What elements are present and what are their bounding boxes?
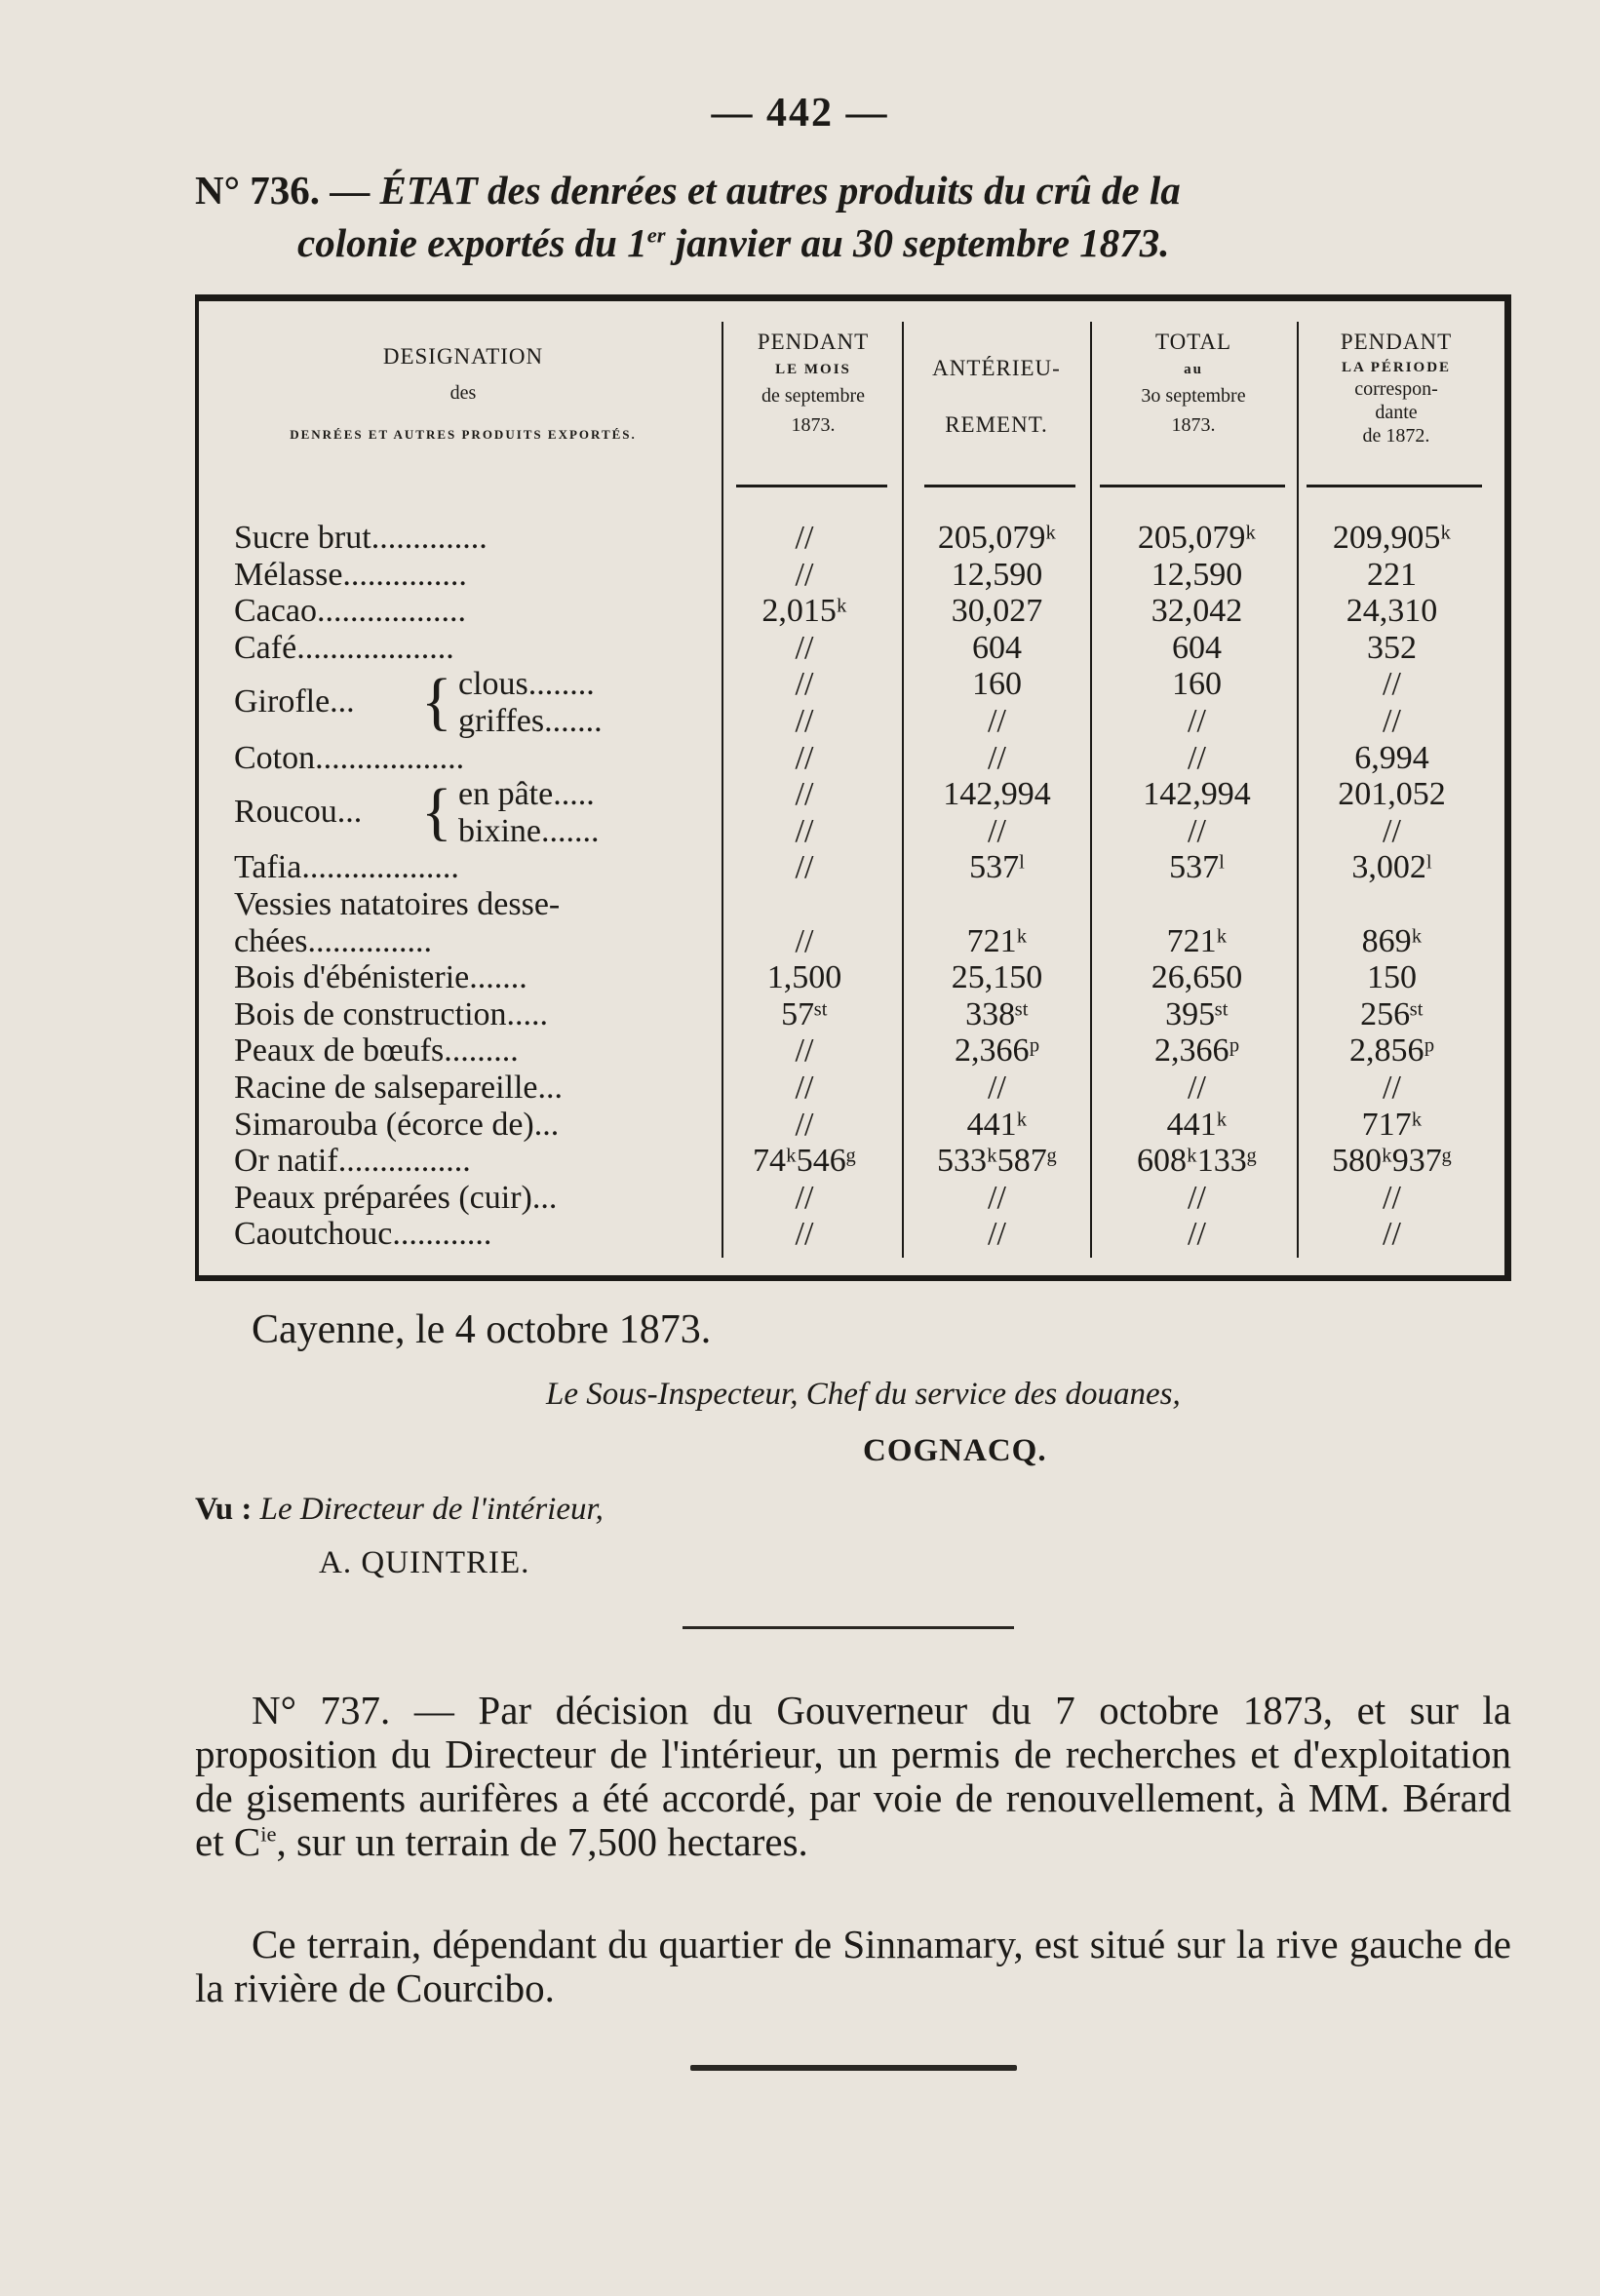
- title-line2: [195, 216, 1511, 269]
- row-value-c2: 30,027: [951, 593, 1043, 630]
- row-label-wrap: [234, 1107, 722, 1143]
- row-value-c4: 869ᵏ: [1361, 922, 1423, 959]
- row-leader-dots: ..............: [371, 520, 488, 556]
- visa-line: [195, 1492, 604, 1528]
- row-value-c1: 1,500: [766, 959, 842, 996]
- end-rule: [690, 2065, 1017, 2071]
- separator-rule: [683, 1626, 1014, 1629]
- row-value-c1: //: [795, 1216, 814, 1253]
- visa-role: Le Directeur de l'intérieur,: [259, 1492, 604, 1527]
- row-leader-dots: ...................: [301, 849, 459, 886]
- row-label-wrap: [234, 630, 722, 666]
- table-row: [0, 849, 1600, 885]
- row-value-c4: 256ˢᵗ: [1360, 995, 1424, 1032]
- row-value-c4: 6,994: [1354, 739, 1429, 776]
- row-value-c3: 608ᵏ133ᵍ: [1137, 1143, 1257, 1180]
- row-value-c2: //: [988, 1216, 1006, 1253]
- row-label: Racine de salsepareille: [234, 1070, 538, 1106]
- decision-text-end: , sur un terrain de 7,500 hectares.: [276, 1819, 808, 1864]
- row-label-wrap: [234, 1032, 722, 1069]
- row-label: Mélasse: [234, 556, 343, 593]
- row-sublabel: clous........: [458, 666, 595, 703]
- row-value-c3: //: [1188, 812, 1206, 849]
- row-value-c4: //: [1383, 1070, 1401, 1106]
- row-value-c1: //: [795, 922, 814, 959]
- row-value-c2: //: [988, 1070, 1006, 1106]
- row-value-c3: 26,650: [1151, 959, 1243, 996]
- row-label-wrap: [234, 959, 722, 995]
- row-value-c1: //: [795, 849, 814, 886]
- row-label: Peaux préparées (cuir): [234, 1179, 532, 1216]
- row-leader-dots: ..................: [315, 739, 465, 776]
- row-value-c1: //: [795, 1032, 814, 1070]
- row-sublabel: bixine.......: [458, 812, 600, 849]
- header-col3-line: TOTAL: [1154, 330, 1232, 354]
- header-col2-line: ANTÉRIEU-: [932, 356, 1061, 380]
- brace-glyph: {: [421, 666, 452, 738]
- header-rule: [924, 485, 1075, 487]
- row-value-c3: //: [1188, 1179, 1206, 1216]
- table-row: [0, 923, 1600, 959]
- header-col3-line: au: [1184, 362, 1203, 377]
- row-label-wrap: [234, 740, 722, 776]
- header-col4-line: correspon-: [1354, 378, 1438, 400]
- row-label: Tafia: [234, 849, 302, 886]
- table-row: [0, 740, 1600, 776]
- row-value-c4: //: [1383, 1179, 1401, 1216]
- header-col1-line: LE MOIS: [775, 362, 851, 377]
- row-value-c1: 74ᵏ546ᵍ: [753, 1143, 856, 1180]
- row-value-c3: 721ᵏ: [1166, 922, 1228, 959]
- header-col4-line: dante: [1375, 402, 1418, 423]
- table-row: [0, 630, 1600, 666]
- title-line2-post: janvier au 30 septembre 1873.: [665, 220, 1170, 265]
- row-label-wrap: [234, 1180, 722, 1216]
- row-value-c3: //: [1188, 739, 1206, 776]
- row-value-c4: //: [1383, 812, 1401, 849]
- row-value-c4: 209,905ᵏ: [1332, 520, 1452, 556]
- row-value-c3: 205,079ᵏ: [1137, 520, 1257, 556]
- row-label-wrap: [234, 849, 722, 885]
- row-value-c1: //: [795, 666, 814, 703]
- table-row: [0, 520, 1600, 556]
- row-value-c4: 580ᵏ937ᵍ: [1332, 1143, 1452, 1180]
- table-row: [0, 1032, 1600, 1069]
- row-label: Peaux de bœufs: [234, 1032, 445, 1070]
- row-sublabel: griffes.......: [458, 703, 603, 739]
- row-value-c2: 441ᵏ: [966, 1106, 1028, 1143]
- row-label: Bois d'ébénisterie: [234, 959, 470, 996]
- header-col2-line: REMENT.: [945, 412, 1048, 437]
- row-label: Cacao: [234, 593, 317, 630]
- row-label: Bois de construction: [234, 995, 507, 1032]
- header-col4-line: de 1872.: [1362, 425, 1430, 447]
- page-number: — 442 —: [711, 91, 889, 136]
- row-leader-dots: ............: [392, 1216, 492, 1253]
- header-col1-line: de septembre: [761, 385, 866, 407]
- row-value-c1: //: [795, 739, 814, 776]
- row-label-wrap: [234, 923, 722, 959]
- row-label: Or natif: [234, 1143, 338, 1180]
- header-col3-line: 3o septembre: [1141, 385, 1246, 407]
- row-value-c2: 721ᵏ: [966, 922, 1028, 959]
- row-label-wrap: [234, 886, 722, 922]
- row-value-c4: 717ᵏ: [1361, 1106, 1423, 1143]
- row-label: Caoutchouc: [234, 1216, 393, 1253]
- row-value-c2: //: [988, 739, 1006, 776]
- row-value-c3: 441ᵏ: [1166, 1106, 1228, 1143]
- row-value-c2: 2,366ᵖ: [954, 1032, 1040, 1070]
- row-value-c2: //: [988, 703, 1006, 739]
- header-col3: [1092, 327, 1295, 440]
- row-label-wrap: [234, 996, 722, 1032]
- row-leader-dots: ...............: [307, 922, 433, 959]
- row-value-c2: 537ˡ: [969, 849, 1025, 886]
- row-value-c3: 604: [1172, 629, 1222, 666]
- table-row: [0, 593, 1600, 629]
- table-row: [0, 557, 1600, 593]
- header-designation-line: DENRÉES ET AUTRES PRODUITS EXPORTÉS.: [290, 427, 637, 442]
- row-sublabel: en pâte.....: [458, 776, 595, 813]
- row-value-c2: 12,590: [951, 556, 1043, 593]
- header-col1-line: PENDANT: [757, 330, 870, 354]
- row-value-c2: 25,150: [951, 959, 1043, 996]
- row-value-c1: //: [795, 1179, 814, 1216]
- row-value-c4: 352: [1367, 629, 1417, 666]
- header-designation: [210, 341, 717, 447]
- row-value-c3: 160: [1172, 666, 1222, 703]
- header-rule: [736, 485, 887, 487]
- table-row: [0, 703, 1600, 739]
- row-label: Coton: [234, 739, 316, 776]
- row-label-wrap: [234, 1143, 722, 1179]
- row-value-c3: 537ˡ: [1169, 849, 1225, 886]
- decision-paragraph: [195, 1689, 1511, 1864]
- header-designation-line: des: [449, 382, 477, 404]
- table-row: [0, 1070, 1600, 1106]
- row-value-c1: //: [795, 776, 814, 813]
- header-col3-line: 1873.: [1171, 414, 1216, 436]
- row-value-c2: 205,079ᵏ: [937, 520, 1057, 556]
- row-label: Café: [234, 629, 297, 666]
- row-label: chées: [234, 922, 308, 959]
- row-label-wrap: [234, 593, 722, 629]
- row-leader-dots: .........: [444, 1032, 519, 1070]
- row-value-c2: 533ᵏ587ᵍ: [937, 1143, 1057, 1180]
- row-value-c4: 150: [1367, 959, 1417, 996]
- row-label-wrap: [234, 520, 722, 556]
- header-rule: [1100, 485, 1285, 487]
- header-col4: [1299, 327, 1494, 448]
- row-value-c3: 32,042: [1151, 593, 1243, 630]
- table-row: [0, 886, 1600, 922]
- row-value-c2: 338ˢᵗ: [965, 995, 1029, 1032]
- row-value-c2: 142,994: [943, 776, 1051, 813]
- row-leader-dots: ...: [537, 1070, 564, 1106]
- table-row: [0, 996, 1600, 1032]
- document-title: [195, 164, 1511, 269]
- signature-role: Le Sous-Inspecteur, Chef du service des douanes,: [546, 1377, 1181, 1412]
- decision-sup: ie: [260, 1821, 277, 1847]
- table-row: [0, 1107, 1600, 1143]
- row-label: Sucre brut: [234, 520, 371, 556]
- row-value-c2: 604: [972, 629, 1022, 666]
- row-leader-dots: ...: [531, 1179, 558, 1216]
- row-value-c3: 12,590: [1151, 556, 1243, 593]
- row-value-c2: //: [988, 1179, 1006, 1216]
- header-col1: [726, 327, 900, 440]
- row-value-c1: //: [795, 556, 814, 593]
- row-leader-dots: ..................: [316, 593, 466, 630]
- row-value-c3: //: [1188, 1070, 1206, 1106]
- signature-name: COGNACQ.: [863, 1433, 1047, 1468]
- visa-prefix: Vu :: [195, 1492, 253, 1527]
- row-label-wrap: [234, 1216, 722, 1252]
- row-value-c1: //: [795, 703, 814, 739]
- row-value-c1: //: [795, 520, 814, 556]
- location-paragraph: Ce terrain, dépendant du quartier de Sinnamary, est situé sur la rive gauche de la rivière de Courcibo.: [195, 1922, 1511, 2010]
- row-value-c1: 57ˢᵗ: [781, 995, 828, 1032]
- header-col4-line: LA PÉRIODE: [1341, 360, 1452, 375]
- header-designation-line: DESIGNATION: [382, 344, 544, 369]
- row-value-c4: 221: [1367, 556, 1417, 593]
- row-leader-dots: ...: [533, 1106, 560, 1143]
- row-value-c1: //: [795, 812, 814, 849]
- row-value-c4: 2,856ᵖ: [1348, 1032, 1435, 1070]
- table-row: [0, 1216, 1600, 1252]
- row-label: Simarouba (écorce de): [234, 1106, 534, 1143]
- row-value-c3: 142,994: [1143, 776, 1251, 813]
- row-value-c1: //: [795, 629, 814, 666]
- visa-name: A. QUINTRIE.: [319, 1545, 530, 1580]
- row-value-c3: 2,366ᵖ: [1153, 1032, 1240, 1070]
- row-leader-dots: ................: [337, 1143, 471, 1180]
- row-value-c1: 2,015ᵏ: [761, 593, 847, 630]
- row-label-wrap: [234, 557, 722, 593]
- row-leader-dots: .......: [469, 959, 527, 996]
- decision-text: N° 737. — Par décision du Gouverneur du 7 octobre 1873, et sur la proposition du Directeur de l'intérieur, un permis de recherches et d'exploitation de gisements aurifères a été accordé, par voie de renouvellement, à MM. Bérard et C: [195, 1688, 1511, 1864]
- row-leader-dots: ...............: [342, 556, 467, 593]
- table-row: [0, 813, 1600, 849]
- row-label: Roucou...: [234, 794, 363, 831]
- place-date: Cayenne, le 4 octobre 1873.: [252, 1307, 712, 1352]
- header-rule: [1307, 485, 1482, 487]
- table-row: [0, 959, 1600, 995]
- title-line2-sup: er: [646, 222, 666, 248]
- table-row: [0, 1143, 1600, 1179]
- row-value-c3: 395ˢᵗ: [1165, 995, 1229, 1032]
- row-value-c3: //: [1188, 703, 1206, 739]
- row-value-c4: //: [1383, 1216, 1401, 1253]
- row-value-c4: 201,052: [1338, 776, 1446, 813]
- row-value-c1: //: [795, 1070, 814, 1106]
- row-value-c2: //: [988, 812, 1006, 849]
- row-label-wrap: [234, 1070, 722, 1106]
- header-col1-line: 1873.: [791, 414, 836, 436]
- row-value-c4: 3,002ˡ: [1351, 849, 1432, 886]
- title-number: N° 736. —: [195, 168, 371, 213]
- row-label: Vessies natatoires desse-: [234, 886, 561, 922]
- row-value-c1: //: [795, 1106, 814, 1143]
- row-leader-dots: ...................: [296, 629, 454, 666]
- row-value-c4: 24,310: [1346, 593, 1438, 630]
- row-label: Girofle...: [234, 683, 355, 720]
- header-col4-line: PENDANT: [1340, 330, 1453, 354]
- row-value-c4: //: [1383, 666, 1401, 703]
- row-value-c3: //: [1188, 1216, 1206, 1253]
- title-line2-pre: colonie exportés du 1: [297, 220, 647, 265]
- row-leader-dots: .....: [506, 995, 549, 1032]
- row-value-c4: //: [1383, 703, 1401, 739]
- row-value-c2: 160: [972, 666, 1022, 703]
- header-col2: [905, 353, 1088, 441]
- table-row: [0, 1180, 1600, 1216]
- brace-glyph: {: [421, 776, 452, 848]
- title-line1: ÉTAT des denrées et autres produits du crû de la: [379, 168, 1181, 213]
